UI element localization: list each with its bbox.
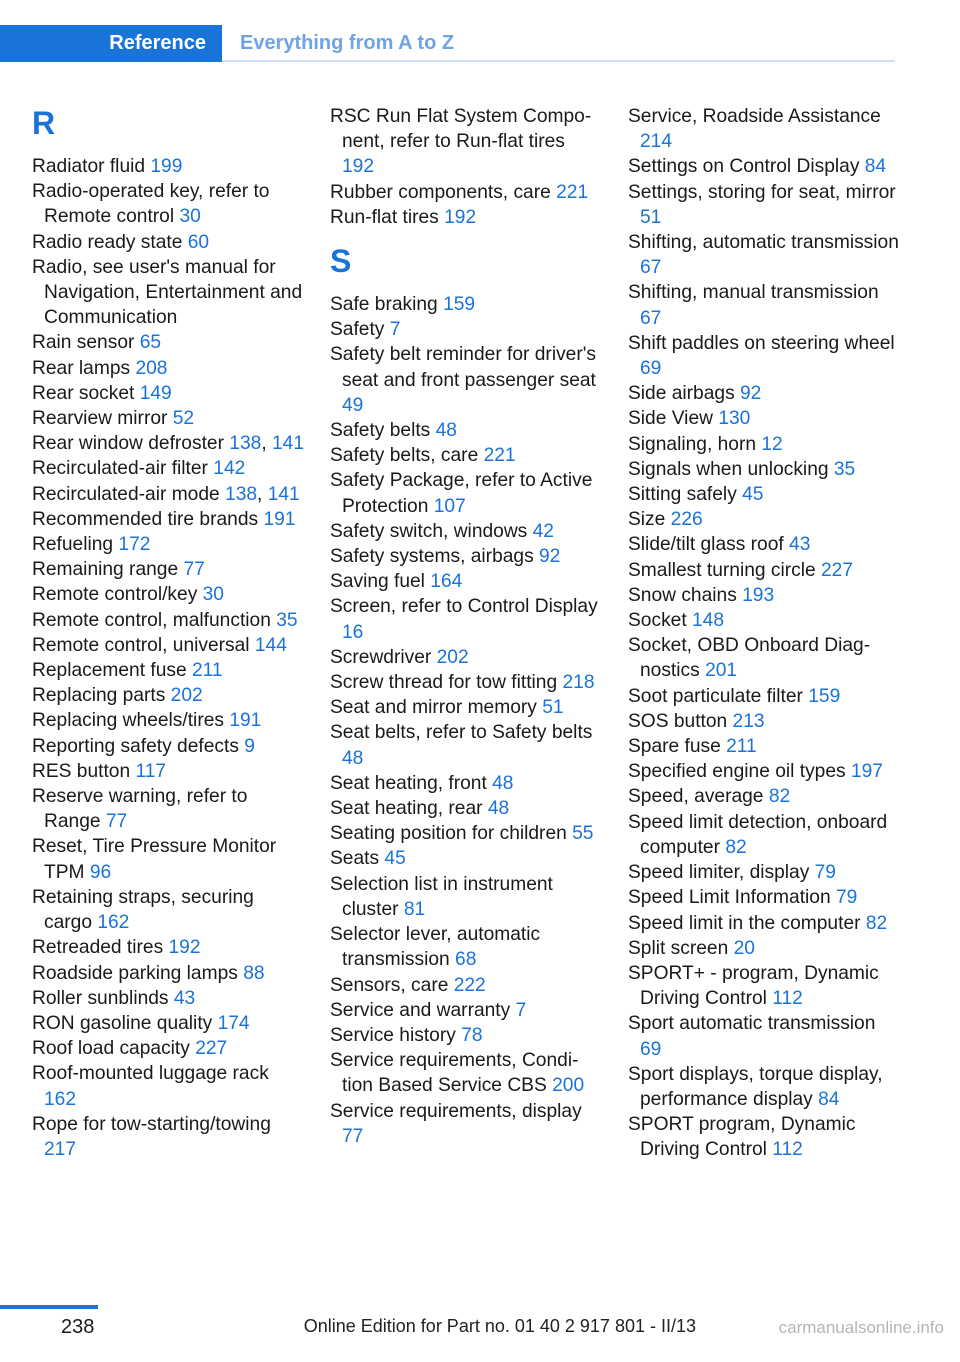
index-entry-text: Safety belts, care bbox=[330, 445, 484, 467]
index-entry bbox=[32, 582, 304, 607]
index-entry bbox=[32, 759, 304, 784]
index-entry-text: Speed limiter, display bbox=[628, 862, 815, 884]
page-reference-link[interactable]: 221 bbox=[483, 445, 516, 467]
index-entry bbox=[330, 821, 602, 846]
index-entry bbox=[32, 255, 304, 331]
index-entry bbox=[330, 569, 602, 594]
index-entry-text: Socket bbox=[628, 610, 692, 632]
index-letter-heading: S bbox=[330, 243, 352, 280]
index-entry-text: Service requirements, Condition Based Service CBS bbox=[330, 1050, 579, 1097]
index-entry bbox=[32, 154, 304, 179]
index-entry-text: Rain sensor bbox=[32, 332, 140, 354]
index-entry bbox=[330, 594, 602, 644]
page-reference-link[interactable]: 79 bbox=[814, 862, 836, 884]
page-reference-link[interactable]: 30 bbox=[202, 584, 224, 606]
index-entry-text: Selector lever, automatic transmission bbox=[330, 924, 541, 971]
page-reference-link[interactable]: 52 bbox=[172, 408, 195, 430]
index-entry-text: Sensors, care bbox=[330, 974, 454, 996]
index-entry bbox=[628, 104, 900, 154]
page-reference-link[interactable]: 43 bbox=[173, 987, 196, 1009]
page-reference-link[interactable]: 51 bbox=[542, 697, 564, 719]
index-entry-text: Retreaded tires bbox=[32, 937, 169, 959]
page-reference-link[interactable]: 16 bbox=[342, 621, 364, 643]
index-entry bbox=[32, 683, 304, 708]
page-reference-link[interactable]: 48 bbox=[492, 772, 514, 794]
index-entry bbox=[330, 922, 602, 972]
index-entry bbox=[330, 1023, 602, 1048]
index-entry-text: Seat belts, refer to Safety belts bbox=[330, 722, 593, 744]
index-entry bbox=[628, 1112, 900, 1162]
index-entry bbox=[628, 709, 900, 734]
page-reference-link[interactable]: 35 bbox=[276, 609, 298, 631]
index-entry bbox=[330, 519, 602, 544]
index-entry-text: RSC Run Flat System Component, refer to Run-flat tires bbox=[330, 106, 592, 153]
index-entry-text: Seat heating, rear bbox=[330, 798, 488, 820]
index-entry-text: Settings, storing for seat, mirror bbox=[628, 181, 896, 203]
edition-note: Online Edition for Part no. 01 40 2 917 801 - II/13 bbox=[303, 1316, 696, 1336]
index-entry-text: Seating position for children bbox=[330, 823, 573, 845]
page-reference-link[interactable]: 138 bbox=[225, 483, 258, 505]
index-entry bbox=[628, 558, 900, 583]
index-entry bbox=[628, 457, 900, 482]
index-entry-text: SPORT program, Dynamic Driving Control bbox=[628, 1114, 856, 1161]
index-entry-text: Service, Roadside Assistance bbox=[628, 106, 881, 127]
page-reference-link[interactable]: 48 bbox=[435, 420, 457, 442]
index-entry bbox=[628, 331, 900, 381]
index-entry bbox=[330, 544, 602, 569]
index-entry-text: Smallest turning circle bbox=[628, 559, 822, 581]
index-entry bbox=[330, 720, 602, 770]
index-entry bbox=[628, 230, 900, 280]
page-reference-link[interactable]: 159 bbox=[808, 685, 841, 707]
index-entry bbox=[32, 1061, 304, 1111]
index-entry-text: Retaining straps, securing cargo bbox=[32, 886, 254, 934]
index-entry-text: Soot particulate filter bbox=[628, 685, 809, 707]
page-reference-link[interactable]: 20 bbox=[733, 937, 755, 959]
page-reference-link[interactable]: 55 bbox=[572, 823, 594, 845]
page-reference-link[interactable]: 35 bbox=[833, 458, 856, 480]
page-reference-link[interactable]: 77 bbox=[342, 1125, 364, 1147]
index-entry bbox=[628, 911, 900, 936]
page-reference-link[interactable]: 217 bbox=[44, 1138, 77, 1160]
index-entry bbox=[32, 532, 304, 557]
index-entry-text: Roof-mounted luggage rack bbox=[32, 1063, 269, 1085]
page-reference-link[interactable]: 218 bbox=[562, 672, 595, 694]
section-tab-everything-a-to-z: Everything from A to Z bbox=[240, 32, 455, 54]
index-entry-text: Side airbags bbox=[628, 383, 740, 405]
page-reference-link[interactable]: 45 bbox=[384, 848, 406, 870]
index-entry-text: Speed limit in the computer bbox=[628, 912, 866, 934]
index-entry-text: Signaling, horn bbox=[628, 433, 762, 455]
index-entry bbox=[628, 154, 900, 179]
page-reference-link[interactable]: 48 bbox=[342, 747, 364, 769]
index-entry bbox=[32, 986, 304, 1011]
index-letter-heading: R bbox=[32, 105, 56, 141]
page-reference-link[interactable]: 88 bbox=[243, 962, 265, 984]
index-entry bbox=[32, 708, 304, 733]
index-entry-text: Radio ready state bbox=[32, 231, 188, 253]
page-reference-link[interactable]: 12 bbox=[761, 433, 783, 455]
page-reference-link[interactable]: 30 bbox=[179, 206, 201, 228]
index-entry bbox=[330, 317, 602, 342]
page-reference-link[interactable]: 117 bbox=[135, 760, 167, 782]
page-reference-link[interactable]: 45 bbox=[742, 484, 764, 506]
index-entry-text: Safety Package, refer to Active Protection bbox=[330, 470, 593, 517]
page-reference-link[interactable]: 142 bbox=[213, 458, 246, 480]
index-entry-text: Speed Limit Information bbox=[628, 887, 836, 909]
page-header bbox=[0, 25, 895, 62]
index-entry-text: Remaining range bbox=[32, 559, 184, 581]
page-reference-link[interactable]: 202 bbox=[170, 685, 203, 707]
index-entry-text: Recirculated-air filter bbox=[32, 458, 214, 480]
page-reference-link[interactable]: 84 bbox=[864, 156, 887, 178]
index-entry-text: Screen, refer to Control Display bbox=[330, 596, 598, 618]
index-entry-text: Service and warranty bbox=[330, 999, 516, 1021]
page-reference-link[interactable]: 201 bbox=[705, 660, 738, 682]
page-reference-link[interactable]: 65 bbox=[139, 332, 162, 354]
index-entry bbox=[32, 456, 304, 481]
page-reference-link[interactable]: 7 bbox=[515, 999, 527, 1021]
page-reference-link[interactable]: 79 bbox=[835, 887, 858, 909]
index-entry bbox=[628, 608, 900, 633]
index-entry-text: Reset, Tire Pressure Monitor TPM bbox=[32, 836, 277, 883]
index-entry bbox=[330, 771, 602, 796]
index-entry-text: Service history bbox=[330, 1024, 462, 1046]
index-entry-text: Shift paddles on steering wheel bbox=[628, 332, 895, 354]
index-entry bbox=[628, 784, 900, 809]
index-entry bbox=[628, 180, 900, 230]
index-entry bbox=[32, 658, 304, 683]
index-entry-text: Specified engine oil types bbox=[628, 761, 851, 783]
watermark: carmanualsonline.info bbox=[778, 1318, 944, 1337]
index-entry bbox=[32, 381, 304, 406]
page-reference-link[interactable]: 162 bbox=[97, 912, 130, 934]
page-reference-link[interactable]: 112 bbox=[772, 1139, 803, 1161]
index-entry bbox=[32, 935, 304, 960]
index-entry bbox=[330, 180, 602, 205]
index-entry-text: Replacing wheels/tires bbox=[32, 710, 230, 732]
index-entry-text: Rear socket bbox=[32, 382, 140, 404]
index-entry bbox=[330, 104, 602, 180]
index-entry bbox=[32, 557, 304, 582]
page-reference-link[interactable]: 60 bbox=[187, 231, 210, 253]
page-reference-link[interactable]: 92 bbox=[740, 383, 762, 405]
page-reference-link[interactable]: 199 bbox=[150, 156, 183, 177]
page-reference-link[interactable]: 174 bbox=[217, 1012, 250, 1034]
index-entry bbox=[32, 330, 304, 355]
index-entry-text: Recommended tire brands bbox=[32, 508, 264, 530]
index-entry bbox=[330, 205, 602, 230]
index-entry bbox=[330, 670, 602, 695]
index-entry bbox=[330, 1099, 602, 1149]
index-entry bbox=[628, 936, 900, 961]
index-entry bbox=[32, 356, 304, 381]
index-entry bbox=[330, 292, 602, 317]
index-entry-text: Sport displays, torque display, performance display bbox=[628, 1063, 883, 1110]
index-entry-text: Size bbox=[628, 509, 671, 531]
index-entry-text: Remote control, universal bbox=[32, 634, 255, 656]
index-entry bbox=[628, 432, 900, 457]
index-entry-text: Screw thread for tow fitting bbox=[330, 672, 563, 694]
page-reference-link[interactable]: 107 bbox=[433, 495, 466, 517]
index-entry-text: Rubber components, care bbox=[330, 181, 557, 203]
index-entry bbox=[32, 734, 304, 759]
index-entry bbox=[628, 1011, 900, 1061]
page-reference-link[interactable]: 77 bbox=[183, 559, 205, 581]
page-reference-link[interactable]: 82 bbox=[768, 786, 791, 808]
index-entry: Recirculated-air mode 138, 141 bbox=[32, 483, 300, 505]
index-entry bbox=[628, 961, 900, 1011]
index-entry bbox=[330, 796, 602, 821]
page-reference-link[interactable]: 191 bbox=[263, 508, 296, 530]
index-entry-text: Slide/tilt glass roof bbox=[628, 534, 790, 556]
page-reference-link[interactable]: 69 bbox=[640, 1038, 662, 1060]
page-reference-link[interactable]: 214 bbox=[640, 131, 673, 153]
index-entry-text: RON gasoline quality bbox=[32, 1012, 218, 1034]
index-entry-text: Safety belts bbox=[330, 420, 436, 442]
index-entry-text: Replacing parts bbox=[32, 685, 171, 707]
footer-accent-bar bbox=[0, 1305, 98, 1309]
page-reference-link[interactable]: 222 bbox=[453, 974, 486, 996]
page-reference-link[interactable]: 148 bbox=[692, 610, 725, 632]
page-reference-link[interactable]: 159 bbox=[443, 294, 476, 316]
page-reference-link[interactable]: 164 bbox=[430, 571, 463, 593]
page-reference-link[interactable]: 112 bbox=[772, 988, 803, 1010]
index-column-3 bbox=[628, 104, 900, 1163]
index-entry bbox=[32, 633, 304, 658]
index-entry-text: Rear window defroster bbox=[32, 433, 230, 455]
index-entry-text: Run-flat tires bbox=[330, 206, 445, 228]
index-entry bbox=[628, 280, 900, 330]
page-reference-link[interactable]: 77 bbox=[105, 811, 128, 833]
index-entry-text: Shifting, manual transmission bbox=[628, 282, 879, 304]
index-entry bbox=[628, 507, 900, 532]
page-reference-link[interactable]: 192 bbox=[168, 937, 201, 959]
index-entry bbox=[32, 1112, 304, 1162]
header-rule bbox=[222, 60, 895, 62]
index-entry bbox=[628, 633, 900, 683]
page-reference-link[interactable]: 193 bbox=[742, 584, 775, 606]
page-reference-link[interactable]: 200 bbox=[552, 1075, 585, 1097]
page-reference-link[interactable]: 92 bbox=[539, 546, 561, 568]
index-entry-text: Spare fuse bbox=[628, 736, 727, 758]
index-entry bbox=[32, 961, 304, 986]
index-entry bbox=[32, 1036, 304, 1061]
index-entry-text: Seat heating, front bbox=[330, 772, 493, 794]
section-tab-reference: Reference bbox=[0, 25, 222, 62]
page-reference-link[interactable]: 162 bbox=[44, 1088, 77, 1110]
page-reference-link[interactable]: 78 bbox=[461, 1024, 483, 1046]
index-entry-text: Snow chains bbox=[628, 584, 743, 606]
page-reference-link[interactable]: 84 bbox=[818, 1088, 840, 1110]
page-reference-link[interactable]: 192 bbox=[444, 206, 477, 228]
index-entry bbox=[330, 443, 602, 468]
page-reference-link[interactable]: 208 bbox=[135, 357, 168, 379]
index-entry bbox=[330, 418, 602, 443]
index-entry-text: Signals when unlocking bbox=[628, 458, 834, 480]
index-entry-text: Speed, average bbox=[628, 786, 769, 808]
index-entry-text: Seat and mirror memory bbox=[330, 697, 543, 719]
page-reference-link[interactable]: 213 bbox=[732, 710, 765, 732]
index-entry bbox=[32, 230, 304, 255]
page-reference-link[interactable]: 226 bbox=[670, 509, 703, 531]
index-entry-text: Rearview mirror bbox=[32, 408, 173, 430]
page-reference-link[interactable]: 49 bbox=[342, 394, 364, 416]
index-entry-text: Rope for tow-starting/towing bbox=[32, 1113, 271, 1135]
index-entry bbox=[628, 381, 900, 406]
index-entry: Rear window defroster 138, 141 bbox=[32, 433, 304, 455]
index-entry-text: SPORT+ - program, Dynamic Driving Control bbox=[628, 962, 879, 1010]
index-entry bbox=[32, 784, 304, 834]
page-reference-link[interactable]: 96 bbox=[89, 861, 112, 883]
index-entry bbox=[330, 695, 602, 720]
page-reference-link[interactable]: 191 bbox=[229, 710, 262, 732]
index-entry-text: Recirculated-air mode bbox=[32, 483, 226, 505]
index-entry bbox=[628, 583, 900, 608]
index-entry bbox=[330, 468, 602, 518]
index-entry-text: Screwdriver bbox=[330, 646, 437, 668]
page-reference-link[interactable]: 227 bbox=[195, 1038, 228, 1060]
index-entry bbox=[32, 179, 304, 229]
page-reference-link[interactable]: 67 bbox=[640, 257, 662, 279]
page-reference-link[interactable]: 48 bbox=[487, 798, 510, 820]
index-entry-text: Roller sunblinds bbox=[32, 987, 174, 1009]
index-entry bbox=[330, 342, 602, 418]
page-reference-link[interactable]: 141 bbox=[271, 433, 304, 455]
page-reference-link[interactable]: 67 bbox=[640, 307, 662, 329]
page-reference-link[interactable]: 130 bbox=[718, 408, 751, 430]
index-entry-text: Shifting, automatic transmission bbox=[628, 232, 899, 254]
index-entry-text: Roof load capacity bbox=[32, 1038, 196, 1060]
page-reference-link[interactable]: 9 bbox=[244, 735, 255, 757]
index-entry-text: Safety bbox=[330, 319, 390, 341]
index-entry bbox=[32, 507, 304, 532]
index-entry bbox=[330, 872, 602, 922]
page-reference-link[interactable]: 138 bbox=[229, 433, 262, 455]
page-reference-link[interactable]: 43 bbox=[789, 534, 811, 556]
index-entry bbox=[32, 406, 304, 431]
index-entry-text: Radiator fluid bbox=[32, 156, 151, 177]
index-column-1 bbox=[32, 104, 304, 1162]
page-reference-link[interactable]: 51 bbox=[640, 206, 662, 228]
index-entry bbox=[628, 684, 900, 709]
page-reference-link[interactable]: 7 bbox=[389, 319, 401, 341]
page-reference-link[interactable]: 221 bbox=[556, 181, 589, 203]
index-entry-text: Radio-operated key, refer to Remote control bbox=[32, 181, 270, 228]
index-entry-text: Side View bbox=[628, 408, 719, 430]
page-reference-link[interactable]: 172 bbox=[118, 534, 151, 556]
index-entry-text: Sport automatic transmission bbox=[628, 1013, 876, 1035]
index-entry-text: Safety switch, windows bbox=[330, 520, 533, 542]
index-entry-text: Settings on Control Display bbox=[628, 156, 865, 178]
index-entry bbox=[330, 645, 602, 670]
index-entry-text: Safe braking bbox=[330, 294, 444, 316]
index-entry-text: RES button bbox=[32, 760, 136, 782]
index-entry-text: Rear lamps bbox=[32, 357, 136, 379]
index-entry bbox=[32, 608, 304, 633]
index-entry-text: Safety systems, airbags bbox=[330, 546, 540, 568]
index-entry-text: Radio, see user's manual for Navigation, Entertainment and Communication bbox=[32, 256, 303, 329]
index-entry-text: Socket, OBD Onboard Diagnostics bbox=[628, 635, 871, 682]
index-entry bbox=[628, 734, 900, 759]
page-reference-link[interactable]: 42 bbox=[532, 520, 554, 542]
page-reference-link[interactable]: 211 bbox=[191, 660, 223, 682]
page-reference-link[interactable]: 202 bbox=[436, 646, 469, 668]
index-entry-text: Replacement fuse bbox=[32, 660, 192, 682]
index-entry-text: Speed limit detection, onboard computer bbox=[628, 811, 888, 858]
index-entry-text: Seats bbox=[330, 848, 385, 870]
index-entry-text: Selection list in instrument cluster bbox=[330, 873, 553, 920]
index-entry-text: Service requirements, display bbox=[330, 1100, 582, 1122]
index-entry-text: Refueling bbox=[32, 534, 119, 556]
page-reference-link[interactable]: 211 bbox=[726, 736, 757, 758]
page-reference-link[interactable]: 82 bbox=[865, 912, 888, 934]
index-entry bbox=[628, 1062, 900, 1112]
index-entry-text: Reporting safety defects bbox=[32, 735, 245, 757]
index-entry-text: Safety belt reminder for driver's seat and front passenger seat bbox=[330, 344, 596, 391]
page-number: 238 bbox=[61, 1316, 95, 1338]
page-reference-link[interactable]: 197 bbox=[850, 761, 883, 783]
index-entry bbox=[628, 482, 900, 507]
index-entry bbox=[330, 973, 602, 998]
page-reference-link[interactable]: 192 bbox=[342, 156, 375, 178]
page-reference-link[interactable]: 82 bbox=[725, 836, 747, 858]
page-reference-link[interactable]: 81 bbox=[403, 898, 426, 920]
index-entry bbox=[32, 885, 304, 935]
index-entry bbox=[330, 998, 602, 1023]
index-entry-text: SOS button bbox=[628, 710, 733, 732]
index-entry bbox=[330, 846, 602, 871]
index-entry-text: Sitting safely bbox=[628, 484, 743, 506]
index-entry-text: Split screen bbox=[628, 937, 734, 959]
page-reference-link[interactable]: 149 bbox=[139, 382, 172, 404]
index-entry-text: Remote control/key bbox=[32, 584, 203, 606]
page-reference-link[interactable]: 68 bbox=[455, 949, 477, 971]
index-entry bbox=[32, 1011, 304, 1036]
index-entry-text: Saving fuel bbox=[330, 571, 431, 593]
page-reference-link[interactable]: 69 bbox=[640, 358, 662, 380]
index-column-2 bbox=[330, 104, 602, 1149]
index-entry bbox=[628, 532, 900, 557]
index-entry bbox=[628, 406, 900, 431]
index-entry bbox=[32, 834, 304, 884]
index-entry bbox=[628, 885, 900, 910]
index-entry bbox=[628, 860, 900, 885]
page-reference-link[interactable]: 227 bbox=[821, 559, 854, 581]
index-entry-text: Reserve warning, refer to Range bbox=[32, 786, 248, 833]
index-entry bbox=[330, 1048, 602, 1098]
index-entry-text: Roadside parking lamps bbox=[32, 962, 244, 984]
page-reference-link[interactable]: 141 bbox=[267, 483, 300, 505]
index-entry-text: Remote control, malfunction bbox=[32, 609, 277, 631]
page-reference-link[interactable]: 144 bbox=[254, 634, 287, 656]
index-entry bbox=[628, 810, 900, 860]
index-entry bbox=[628, 759, 900, 784]
